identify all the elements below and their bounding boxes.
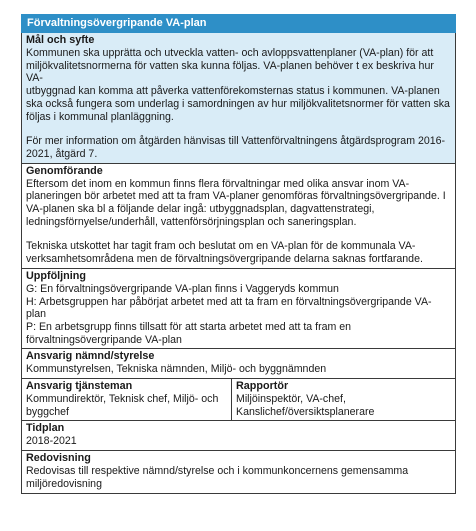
section-mal-och-syfte [22,33,455,163]
section-heading: Mål och syfte [26,34,95,46]
section-text: G: En förvaltningsövergripande VA-plan finns i Vaggeryds kommun H: Arbetsgruppen har påbörjat arbetet med att ta fram en förvaltningsövergripande VA-plan P: En arbetsgrupp finns tillsatt för att starta arbetet med att ta fram en förvaltningsövergripande VA-plan [26,282,432,346]
section-text: 2018-2021 [26,435,77,448]
card-body [21,33,456,494]
section-redovisning [22,450,455,492]
action-card [21,14,456,494]
section-text: Kommunen ska upprätta och utveckla vatten- och avloppsvattenplaner (VA-plan) för att miljökvalitetsnormerna för vatten ska kunna följas. VA-planen behöver t ex beskriva hur VA- utbyggnad kan komma att påverka vattenförekomsternas status i kommunen. VA-planen ska också fungera som underlag i samordningen av hur miljökvalitetsnormer för vatten ska följas i kommunal planläggning. [26,47,450,123]
paragraph-gap [26,123,451,135]
section-ansvarig-namnd [22,348,455,378]
section-heading: Tidplan [26,422,65,435]
section-heading: Uppföljning [26,269,86,282]
section-heading: Ansvarig tjänsteman [26,380,133,393]
section-heading: Rapportör [236,380,289,393]
section-text: Kommunstyrelsen, Tekniska nämnden, Miljö- och byggnämnden [26,363,327,376]
section-text: Kommundirektör, Teknisk chef, Miljö- och byggchef [26,393,219,418]
section-rapportor [232,379,455,420]
paragraph-gap [26,228,451,240]
section-heading: Redovisning [26,452,91,465]
section-text: Tekniska utskottet har tagit fram och beslutat om en VA-plan för de kommunala VA- verksamhetsområdena men de förvaltningsövergripande delarna saknas fortfarande. [26,240,423,266]
section-uppfoljning [22,268,455,349]
responsibility-row [22,378,455,420]
section-heading: Ansvarig nämnd/styrelse [26,350,155,363]
section-text: Redovisas till respektive nämnd/styrelse och i kommunkoncernens gemensamma miljöredovisning [26,465,409,490]
section-text: Miljöinspektör, VA-chef, Kanslichef/översiktsplanerare [236,393,375,418]
section-text: Eftersom det inom en kommun finns flera förvaltningar med olika ansvar inom VA- planeringen bör arbetet med att ta fram VA-planer genomföras förvaltningsövergripande. I VA-planen ska bl a följande delar ingå: utbyggnadsplan, dagvattenstrategi, ledningsförnyelse/underhåll, vattenförsörjningsplan och saneringsplan. [26,177,446,228]
section-tidplan [22,420,455,450]
card-title: Förvaltningsövergripande VA-plan [21,14,456,33]
section-genomforande [22,163,455,268]
section-heading: Genomförande [26,164,103,177]
section-ansvarig-tjansteman [22,379,232,420]
section-text: För mer information om åtgärden hänvisas till Vattenförvaltningens åtgärdsprogram 2016- 2021, åtgärd 7. [26,135,446,160]
